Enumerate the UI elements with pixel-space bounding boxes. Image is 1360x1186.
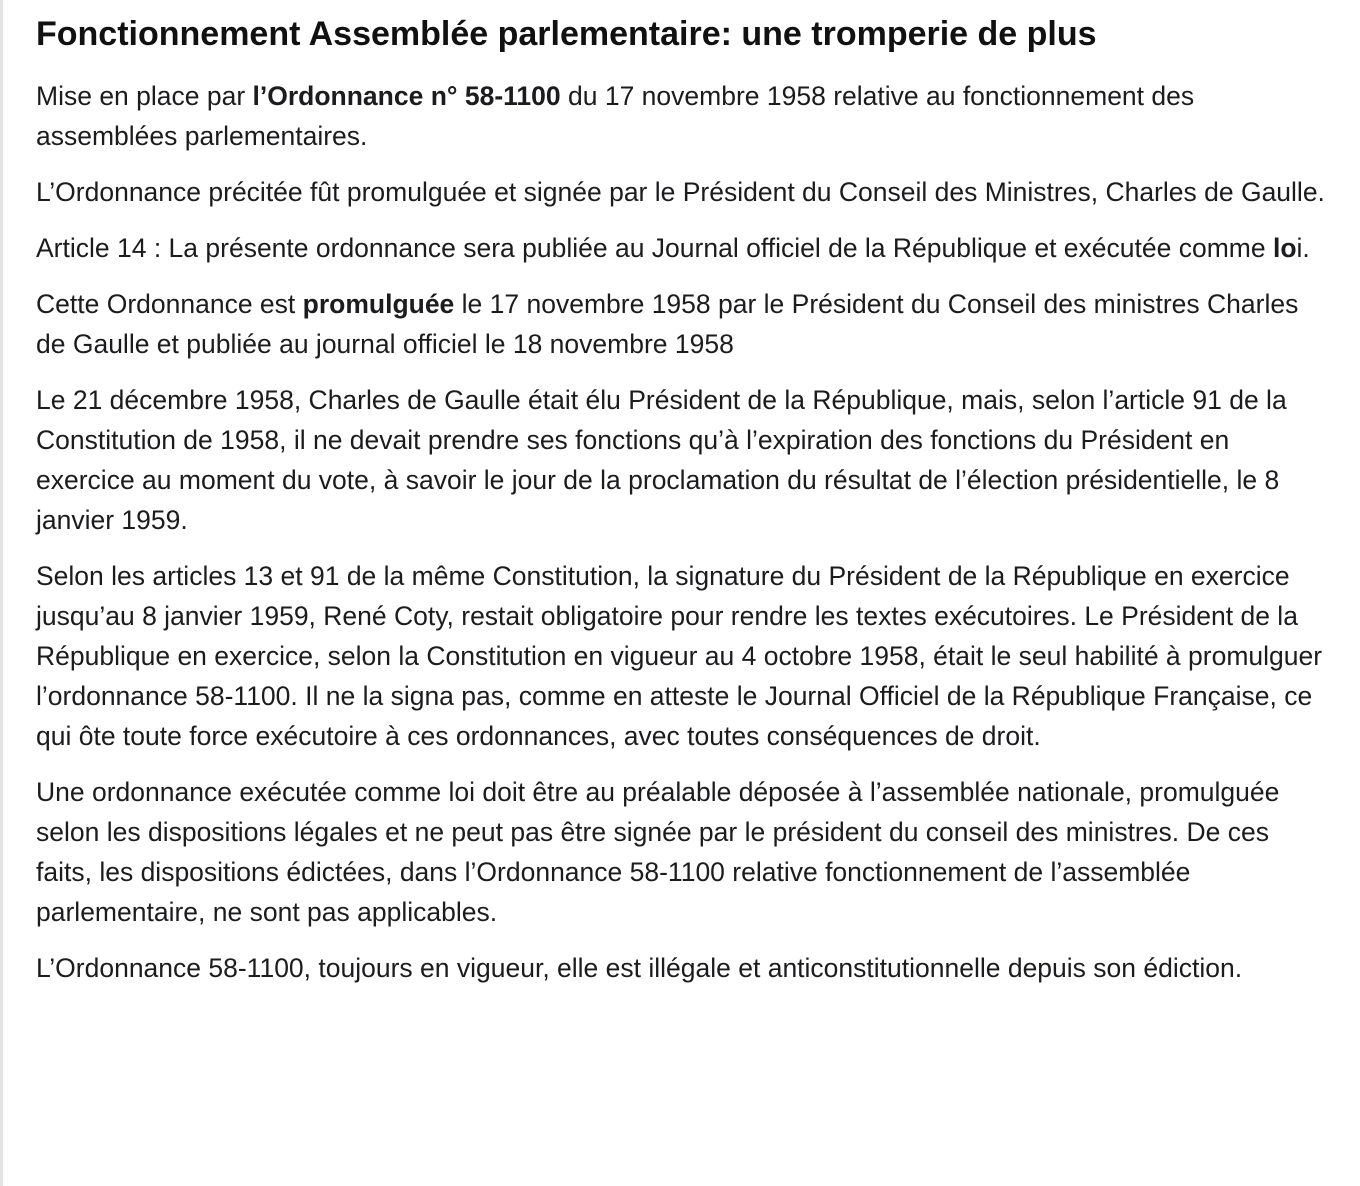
- text: Selon les articles 13 et 91 de la même Constitution, la signature du Président de la République en exercice jusqu’au 8 janvier 1959, René Coty, restait obligatoire pour rendre les textes exécutoires. Le Président de la République en exercice, selon la Constitution en vigueur au 4 octobre 1958, était le seul habilité à promulguer l’ordonnance 58-1100. Il ne la signa pas, comme en atteste le Journal Officiel de la République Française, ce qui ôte toute force exécutoire à ces ordonnances, avec toutes conséquences de droit.: [36, 561, 1323, 751]
- text: i.: [1296, 233, 1310, 263]
- paragraph: [36, 228, 1331, 268]
- left-border: [0, 0, 3, 1186]
- paragraph: [36, 556, 1331, 756]
- bold-text: l’Ordonnance n° 58-1100: [252, 81, 561, 111]
- paragraph: [36, 76, 1331, 156]
- paragraph: [36, 380, 1331, 540]
- text: le 17 novembre 1958 par le Président du Conseil des ministres Charles de Gaulle et publiée au journal officiel le 18 novembre 1958: [36, 289, 1299, 359]
- paragraph: [36, 772, 1331, 932]
- text: Article 14 : La présente ordonnance sera publiée au Journal officiel de la République et exécutée comme: [36, 233, 1273, 263]
- text: Une ordonnance exécutée comme loi doit être au préalable déposée à l’assemblée nationale, promulguée selon les dispositions légales et ne peut pas être signée par le président du conseil des ministres. De ces faits, les dispositions édictées, dans l’Ordonnance 58-1100 relative fonctionnement de l’assemblée parlementaire, ne sont pas applicables.: [36, 777, 1280, 927]
- text: Le 21 décembre 1958, Charles de Gaulle était élu Président de la République, mais, selon l’article 91 de la Constitution de 1958, il ne devait prendre ses fonctions qu’à l’expiration des fonctions du Président en exercice au moment du vote, à savoir le jour de la proclamation du résultat de l’élection présidentielle, le 8 janvier 1959.: [36, 385, 1287, 535]
- text: Mise en place par: [36, 81, 253, 111]
- paragraph: [36, 948, 1331, 988]
- article: [36, 12, 1331, 1004]
- text: L’Ordonnance 58-1100, toujours en vigueur, elle est illégale et anticonstitutionnelle depuis son édiction.: [36, 953, 1243, 983]
- article-title: Fonctionnement Assemblée parlementaire: une tromperie de plus: [36, 15, 1097, 53]
- text: L’Ordonnance précitée fût promulguée et signée par le Président du Conseil des Ministres, Charles de Gaulle.: [36, 177, 1325, 207]
- bold-text: lo: [1272, 233, 1297, 263]
- article-body: [36, 76, 1331, 988]
- text: du 17 novembre 1958 relative au fonctionnement des assemblées parlementaires.: [36, 81, 1195, 151]
- text: Cette Ordonnance est: [36, 289, 303, 319]
- bold-text: promulguée: [302, 289, 455, 319]
- paragraph: [36, 284, 1331, 364]
- paragraph: [36, 172, 1331, 212]
